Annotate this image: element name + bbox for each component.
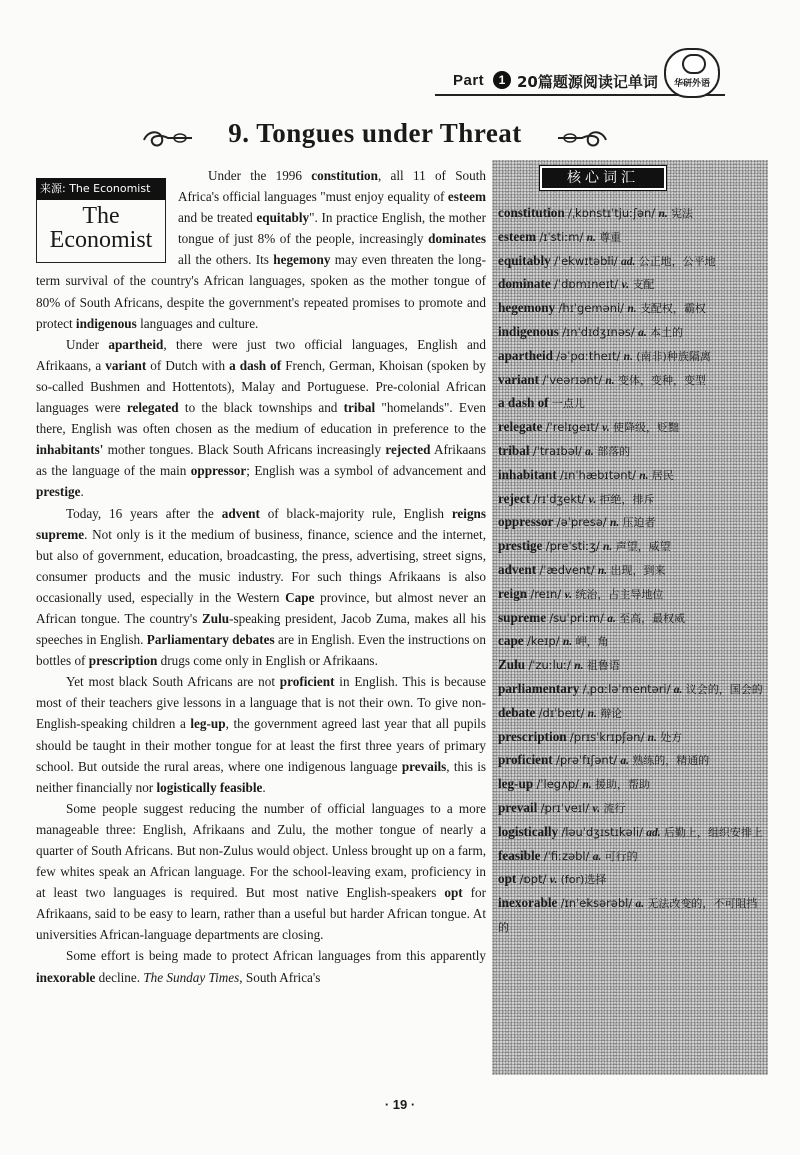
paragraph-5: Some people suggest reducing the number of official languages to a more manageable three: English, Afrikaans and Zulu, the mother tongue of nearly a quarter of South Africans. But non-Zulus would object. Unless brought up on a farm, few whites speak an African language. For the school-leaving exam, proficiency in at least two languages is required. But most native English-speakers opt for Afrikaans, said to be easy to learn, rather than a useful but harder African tongue. At universities African-language departments are closing. bbox=[36, 800, 486, 943]
vocab-meaning: 议会的，国会的 bbox=[685, 682, 763, 696]
logo-mascot-icon bbox=[682, 54, 706, 74]
vocab-entry bbox=[498, 654, 764, 678]
vocab-word: cape bbox=[498, 633, 524, 649]
vocab-meaning: 无法改变的，不可阻挡的 bbox=[498, 897, 758, 934]
vocab-phonetic: /prɪsˈkrɪpʃən/ bbox=[569, 729, 645, 744]
vocab-pos: n. bbox=[623, 350, 633, 363]
part-label: Part bbox=[453, 72, 485, 89]
vocab-pos: v. bbox=[549, 874, 558, 887]
vocab-phonetic: /ˌpɑːləˈmentəri/ bbox=[582, 681, 671, 696]
vocab-word: oppressor bbox=[498, 514, 554, 530]
vocab-meaning: 拒绝，排斥 bbox=[599, 492, 655, 506]
vocab-entry bbox=[498, 868, 764, 892]
paragraph-6: Some effort is being made to protect African languages from this apparently inexorable decline. The Sunday Times, South Africa's bbox=[36, 948, 486, 985]
vocab-pos: v. bbox=[588, 493, 597, 506]
vocab-meaning: 一点儿 bbox=[551, 397, 585, 411]
vocab-entry bbox=[498, 797, 764, 821]
vocab-pos: ad. bbox=[620, 255, 636, 268]
vocab-pos: a. bbox=[638, 326, 647, 339]
vocab-entry bbox=[498, 369, 764, 393]
vocab-meaning: 岬，角 bbox=[575, 635, 609, 649]
vocab-word: tribal bbox=[498, 442, 530, 458]
vocab-phonetic: /ˈrelɪgeɪt/ bbox=[545, 420, 599, 435]
vocab-pos: n. bbox=[582, 779, 592, 792]
vocab-phonetic: /rɪˈdʒekt/ bbox=[533, 491, 586, 506]
publisher-logo bbox=[664, 48, 720, 98]
paragraph-4: Yet most black South Africans are not proficient in English. This is because most of their teachers give lessons in a language that is not their own. To give non-English-speaking children a leg-up, the government agreed last year that all pupils should be taught in their mother tongue for at least the first three years of primary school. But outside the rural areas, where one indigenous language prevails, this is neither financially nor logistically feasible. bbox=[36, 674, 486, 795]
source-logo-line2: Economist bbox=[49, 227, 153, 253]
vocab-phonetic: /ˈtraɪbəl/ bbox=[532, 443, 582, 458]
vocab-phonetic: /ɪnˈhæbɪtənt/ bbox=[559, 467, 636, 482]
vocab-word: apartheid bbox=[498, 347, 553, 363]
vocab-word: prescription bbox=[498, 728, 567, 744]
vocab-word: relegate bbox=[498, 419, 543, 435]
source-logo-line1: The bbox=[82, 203, 120, 229]
vocab-phonetic: /ˈzuːluː/ bbox=[528, 658, 571, 673]
vocab-phonetic: /ˈekwɪtəbli/ bbox=[554, 253, 618, 268]
vocab-phonetic: /hɪˈgeməni/ bbox=[558, 301, 625, 316]
vocabulary-panel bbox=[492, 160, 768, 1075]
vocab-phonetic: /əˈpɑːtheɪt/ bbox=[556, 348, 621, 363]
vocab-phonetic: /dɪˈbeɪt/ bbox=[538, 705, 585, 720]
vocab-word: prestige bbox=[498, 538, 543, 554]
vocab-phonetic: /ˌkɒnstɪˈtjuːʃən/ bbox=[567, 206, 656, 220]
page-title: 9. Tongues under Threat bbox=[228, 118, 522, 148]
vocab-pos: v. bbox=[564, 588, 573, 601]
vocab-entry bbox=[498, 821, 764, 845]
vocab-entry bbox=[498, 345, 764, 369]
vocab-entry bbox=[498, 250, 764, 274]
paragraph-2: Under apartheid, there were just two official languages, English and Afrikaans, a variant of Dutch with a dash of French, German, Khoisan (spoken by so-called Bushmen and Hottentots), Malay and Portuguese. Pre-colonial African languages were relegated to the black townships and tribal "homelands". Even there, English was often chosen as the medium of education in preference to the inhabitants' mother tongues. Black South Africans increasingly rejected Afrikaans as the language of the main oppressor; English was a symbol of advancement and prestige. bbox=[36, 336, 486, 500]
vocab-meaning: 宪法 bbox=[671, 207, 694, 220]
vocab-entry bbox=[498, 297, 764, 321]
vocab-word: advent bbox=[498, 561, 537, 577]
vocab-word: inhabitant bbox=[498, 466, 557, 482]
vocab-meaning: (南非)种族隔离 bbox=[636, 349, 711, 363]
vocab-phonetic: /prəˈfɪʃənt/ bbox=[556, 753, 618, 768]
vocab-pos: a. bbox=[585, 445, 594, 458]
vocab-entry bbox=[498, 678, 764, 702]
vocab-entry bbox=[498, 583, 764, 607]
vocab-meaning: 援助，帮助 bbox=[594, 778, 650, 792]
vocab-pos: v. bbox=[621, 279, 630, 292]
vocab-entry bbox=[498, 440, 764, 464]
vocab-entry bbox=[498, 511, 764, 535]
vocab-meaning: 声望，威望 bbox=[615, 540, 671, 554]
vocab-pos: a. bbox=[635, 898, 645, 911]
vocab-pos: n. bbox=[562, 636, 573, 649]
vocab-entry bbox=[498, 559, 764, 583]
vocab-entry bbox=[498, 749, 764, 773]
vocab-phonetic: /keɪp/ bbox=[526, 634, 560, 649]
vocab-entry bbox=[498, 702, 764, 726]
vocab-meaning: 支配权，霸权 bbox=[639, 302, 706, 316]
vocab-entry bbox=[498, 273, 764, 297]
vocab-phonetic: /ləuˈdʒɪstɪkəli/ bbox=[561, 824, 643, 839]
vocab-pos: n. bbox=[597, 564, 608, 577]
vocab-meaning: 居民 bbox=[651, 468, 674, 482]
vocab-entry bbox=[498, 392, 764, 416]
vocab-phonetic: /ɒpt/ bbox=[519, 872, 547, 887]
vocab-entry bbox=[498, 773, 764, 797]
vocab-meaning: 出现，到来 bbox=[610, 563, 666, 577]
vocab-pos: a. bbox=[673, 683, 683, 696]
vocab-word: dominate bbox=[498, 276, 551, 292]
vocab-entry bbox=[498, 845, 764, 869]
vocab-pos: n. bbox=[639, 469, 649, 482]
vocab-entry bbox=[498, 488, 764, 512]
vocab-pos: n. bbox=[647, 731, 657, 744]
part-number-badge: 1 bbox=[493, 71, 511, 89]
vocab-word: logistically bbox=[498, 823, 559, 839]
vocab-meaning: 可行的 bbox=[604, 849, 638, 863]
vocab-phonetic: /suˈpriːm/ bbox=[549, 610, 604, 625]
vocab-meaning: 压迫者 bbox=[622, 516, 656, 530]
swirl-ornament-right-icon bbox=[554, 126, 610, 150]
vocab-meaning: 支配 bbox=[632, 278, 655, 292]
vocab-phonetic: /preˈstiːʒ/ bbox=[545, 539, 600, 554]
vocab-phonetic: /ˈædvent/ bbox=[539, 562, 595, 577]
vocab-word: hegemony bbox=[498, 300, 556, 316]
vocab-meaning: 流行 bbox=[603, 801, 626, 815]
vocab-meaning: 熟练的，精通的 bbox=[632, 754, 710, 768]
vocab-word: debate bbox=[498, 704, 536, 720]
vocab-word: variant bbox=[498, 371, 540, 387]
vocab-entry bbox=[498, 202, 764, 226]
source-tag: 来源: The Economist bbox=[36, 178, 166, 200]
vocab-phonetic: /reɪn/ bbox=[530, 586, 562, 601]
vocab-entry bbox=[498, 226, 764, 250]
vocab-meaning: 部落的 bbox=[597, 444, 631, 458]
vocab-entry bbox=[498, 892, 764, 939]
vocab-word: proficient bbox=[498, 752, 553, 768]
vocab-word: leg-up bbox=[498, 776, 534, 792]
vocab-meaning: 统治，占主导地位 bbox=[575, 587, 664, 601]
page-number: · 19 · bbox=[384, 1097, 416, 1112]
vocab-word: inexorable bbox=[498, 895, 558, 911]
vocab-meaning: 辩论 bbox=[600, 706, 623, 720]
vocab-word: a dash of bbox=[498, 395, 549, 411]
vocab-word: reject bbox=[498, 490, 530, 506]
vocab-pos: n. bbox=[627, 303, 637, 316]
logo-text: 华研外语 bbox=[673, 79, 710, 89]
swirl-ornament-left-icon bbox=[140, 126, 196, 150]
vocab-entry bbox=[498, 321, 764, 345]
vocab-phonetic: /əˈpresə/ bbox=[556, 515, 607, 530]
vocab-pos: n. bbox=[609, 517, 620, 530]
vocab-pos: v. bbox=[592, 802, 601, 815]
vocab-entry bbox=[498, 464, 764, 488]
vocab-word: prevail bbox=[498, 799, 538, 815]
vocab-phonetic: /ˈfiːzəbl/ bbox=[543, 848, 590, 863]
vocab-entry bbox=[498, 416, 764, 440]
vocab-entry bbox=[498, 535, 764, 559]
vocab-pos: a. bbox=[607, 612, 616, 625]
vocab-meaning: 尊重 bbox=[599, 230, 622, 244]
vocab-meaning: 使降级，贬黜 bbox=[612, 421, 679, 435]
vocab-entry bbox=[498, 726, 764, 750]
vocab-word: opt bbox=[498, 871, 517, 887]
vocab-word: parliamentary bbox=[498, 680, 580, 696]
vocab-pos: n. bbox=[587, 707, 597, 720]
vocab-pos: n. bbox=[605, 374, 615, 387]
vocab-word: constitution bbox=[498, 205, 565, 220]
vocab-word: equitably bbox=[498, 252, 551, 268]
vocab-word: reign bbox=[498, 585, 528, 601]
vocab-phonetic: /ˈveərɪənt/ bbox=[542, 372, 603, 387]
vocab-pos: a. bbox=[620, 755, 629, 768]
vocabulary-list bbox=[498, 202, 764, 939]
vocab-word: supreme bbox=[498, 609, 547, 625]
vocab-pos: n. bbox=[586, 231, 596, 244]
vocab-meaning: 后勤上，组织安排上 bbox=[663, 825, 763, 839]
vocab-meaning: 本土的 bbox=[649, 325, 683, 339]
vocab-word: Zulu bbox=[498, 657, 526, 673]
vocab-phonetic: /ɪˈstiːm/ bbox=[539, 229, 584, 244]
vocab-pos: a. bbox=[592, 850, 602, 863]
article-body bbox=[36, 165, 486, 988]
vocab-meaning: 公正地，公平地 bbox=[638, 254, 716, 268]
vocabulary-heading: 核心词汇 bbox=[540, 166, 666, 190]
vocab-word: indigenous bbox=[498, 323, 559, 339]
vocab-pos: n. bbox=[658, 208, 668, 220]
vocab-meaning: 处方 bbox=[660, 730, 683, 744]
vocab-meaning: 至高，最权威 bbox=[619, 611, 686, 625]
part-title: 20篇题源阅读记单词 bbox=[517, 73, 658, 91]
vocab-pos: ad. bbox=[646, 826, 661, 839]
vocab-meaning: 祖鲁语 bbox=[586, 659, 620, 673]
vocab-pos: n. bbox=[603, 541, 613, 554]
vocab-phonetic: /ɪnˈeksərəbl/ bbox=[560, 896, 633, 911]
vocab-phonetic: /prɪˈveɪl/ bbox=[540, 800, 590, 815]
vocab-phonetic: /ˈlegʌp/ bbox=[536, 777, 580, 792]
vocab-entry bbox=[498, 607, 764, 631]
article-title-block bbox=[140, 118, 610, 158]
vocab-word: esteem bbox=[498, 228, 537, 244]
vocab-pos: v. bbox=[602, 422, 610, 435]
vocab-meaning: 变体，变种，变型 bbox=[617, 373, 706, 387]
vocab-meaning: (for)选择 bbox=[560, 873, 607, 887]
paragraph-1: Under the 1996 constitution, all 11 of South Africa's official languages "must enjoy equality of esteem and be treated equitably". In practice English, the mother tongue of just 8% of the people, increasingly dominates all the others. Its hegemony may even threaten the long-term survival of the country's African languages, spoken as the mother tongue of 80% of South Africans, despite the government's repeated promises to promote and protect indigenous languages and culture. bbox=[36, 168, 486, 331]
vocab-entry bbox=[498, 630, 764, 654]
vocab-pos: n. bbox=[574, 660, 584, 673]
vocab-phonetic: /ˈdɒmɪneɪt/ bbox=[554, 277, 619, 292]
paragraph-3: Today, 16 years after the advent of black-majority rule, English reigns supreme. Not only is it the medium of business, finance, science and the internet, but also of government, education, broadcasting, the press, advertising, street signs, consumer products and the music industry. For such things Afrikaans is also occasionally used, especially in the Western Cape province, but almost never an African tongue. The country's Zulu-speaking president, Jacob Zuma, makes all his speeches in English. Parliamentary debates are in English. Even the instructions on bottles of prescription drugs come only in English or Afrikaans. bbox=[36, 505, 487, 669]
vocab-phonetic: /ɪnˈdɪdʒɪnəs/ bbox=[562, 324, 635, 339]
vocab-word: feasible bbox=[498, 847, 541, 863]
